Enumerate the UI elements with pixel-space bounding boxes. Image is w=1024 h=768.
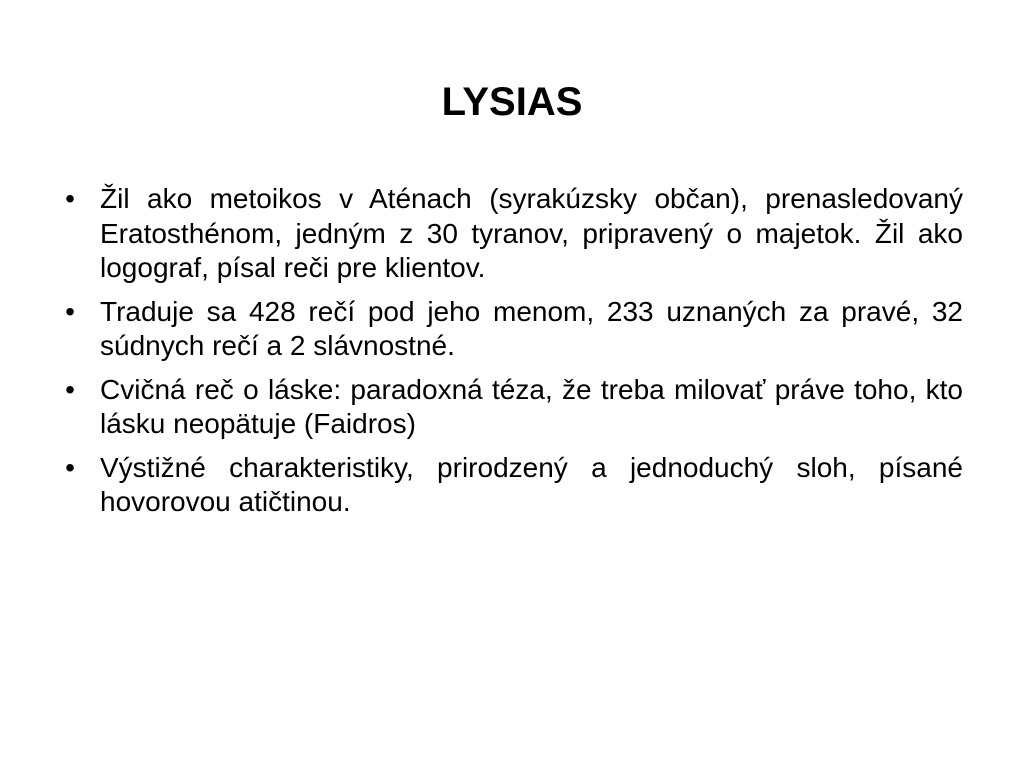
bullet-item xyxy=(60,451,963,520)
bullet-text: Cvičná reč o láske: paradoxná téza, že treba milovať práve toho, kto lásku neopätuje (Faidros) xyxy=(100,373,963,439)
bullet-text: Výstižné charakteristiky, prirodzený a jednoduchý sloh, písané hovorovou atičtinou. xyxy=(100,451,963,517)
bullet-item xyxy=(60,182,963,286)
bullet-icon: • xyxy=(65,373,75,405)
bullet-icon: • xyxy=(65,183,75,214)
bullet-item xyxy=(60,373,963,442)
bullet-text: Traduje sa 428 rečí pod jeho menom, 233 uznaných za pravé, 32 súdnych rečí a 2 slávnostné. xyxy=(100,295,963,361)
bullet-list xyxy=(60,182,963,529)
bullet-icon: • xyxy=(65,451,75,483)
slide-title: LYSIAS xyxy=(441,80,583,124)
bullet-item xyxy=(60,295,963,364)
bullet-icon: • xyxy=(65,295,75,327)
bullet-text: Žil ako metoikos v Aténach (syrakúzsky občan), prenasledovaný Eratosthénom, jedným z 30 tyranov, pripravený o majetok. Žil ako logograf, písal reči pre klientov. xyxy=(100,183,963,283)
